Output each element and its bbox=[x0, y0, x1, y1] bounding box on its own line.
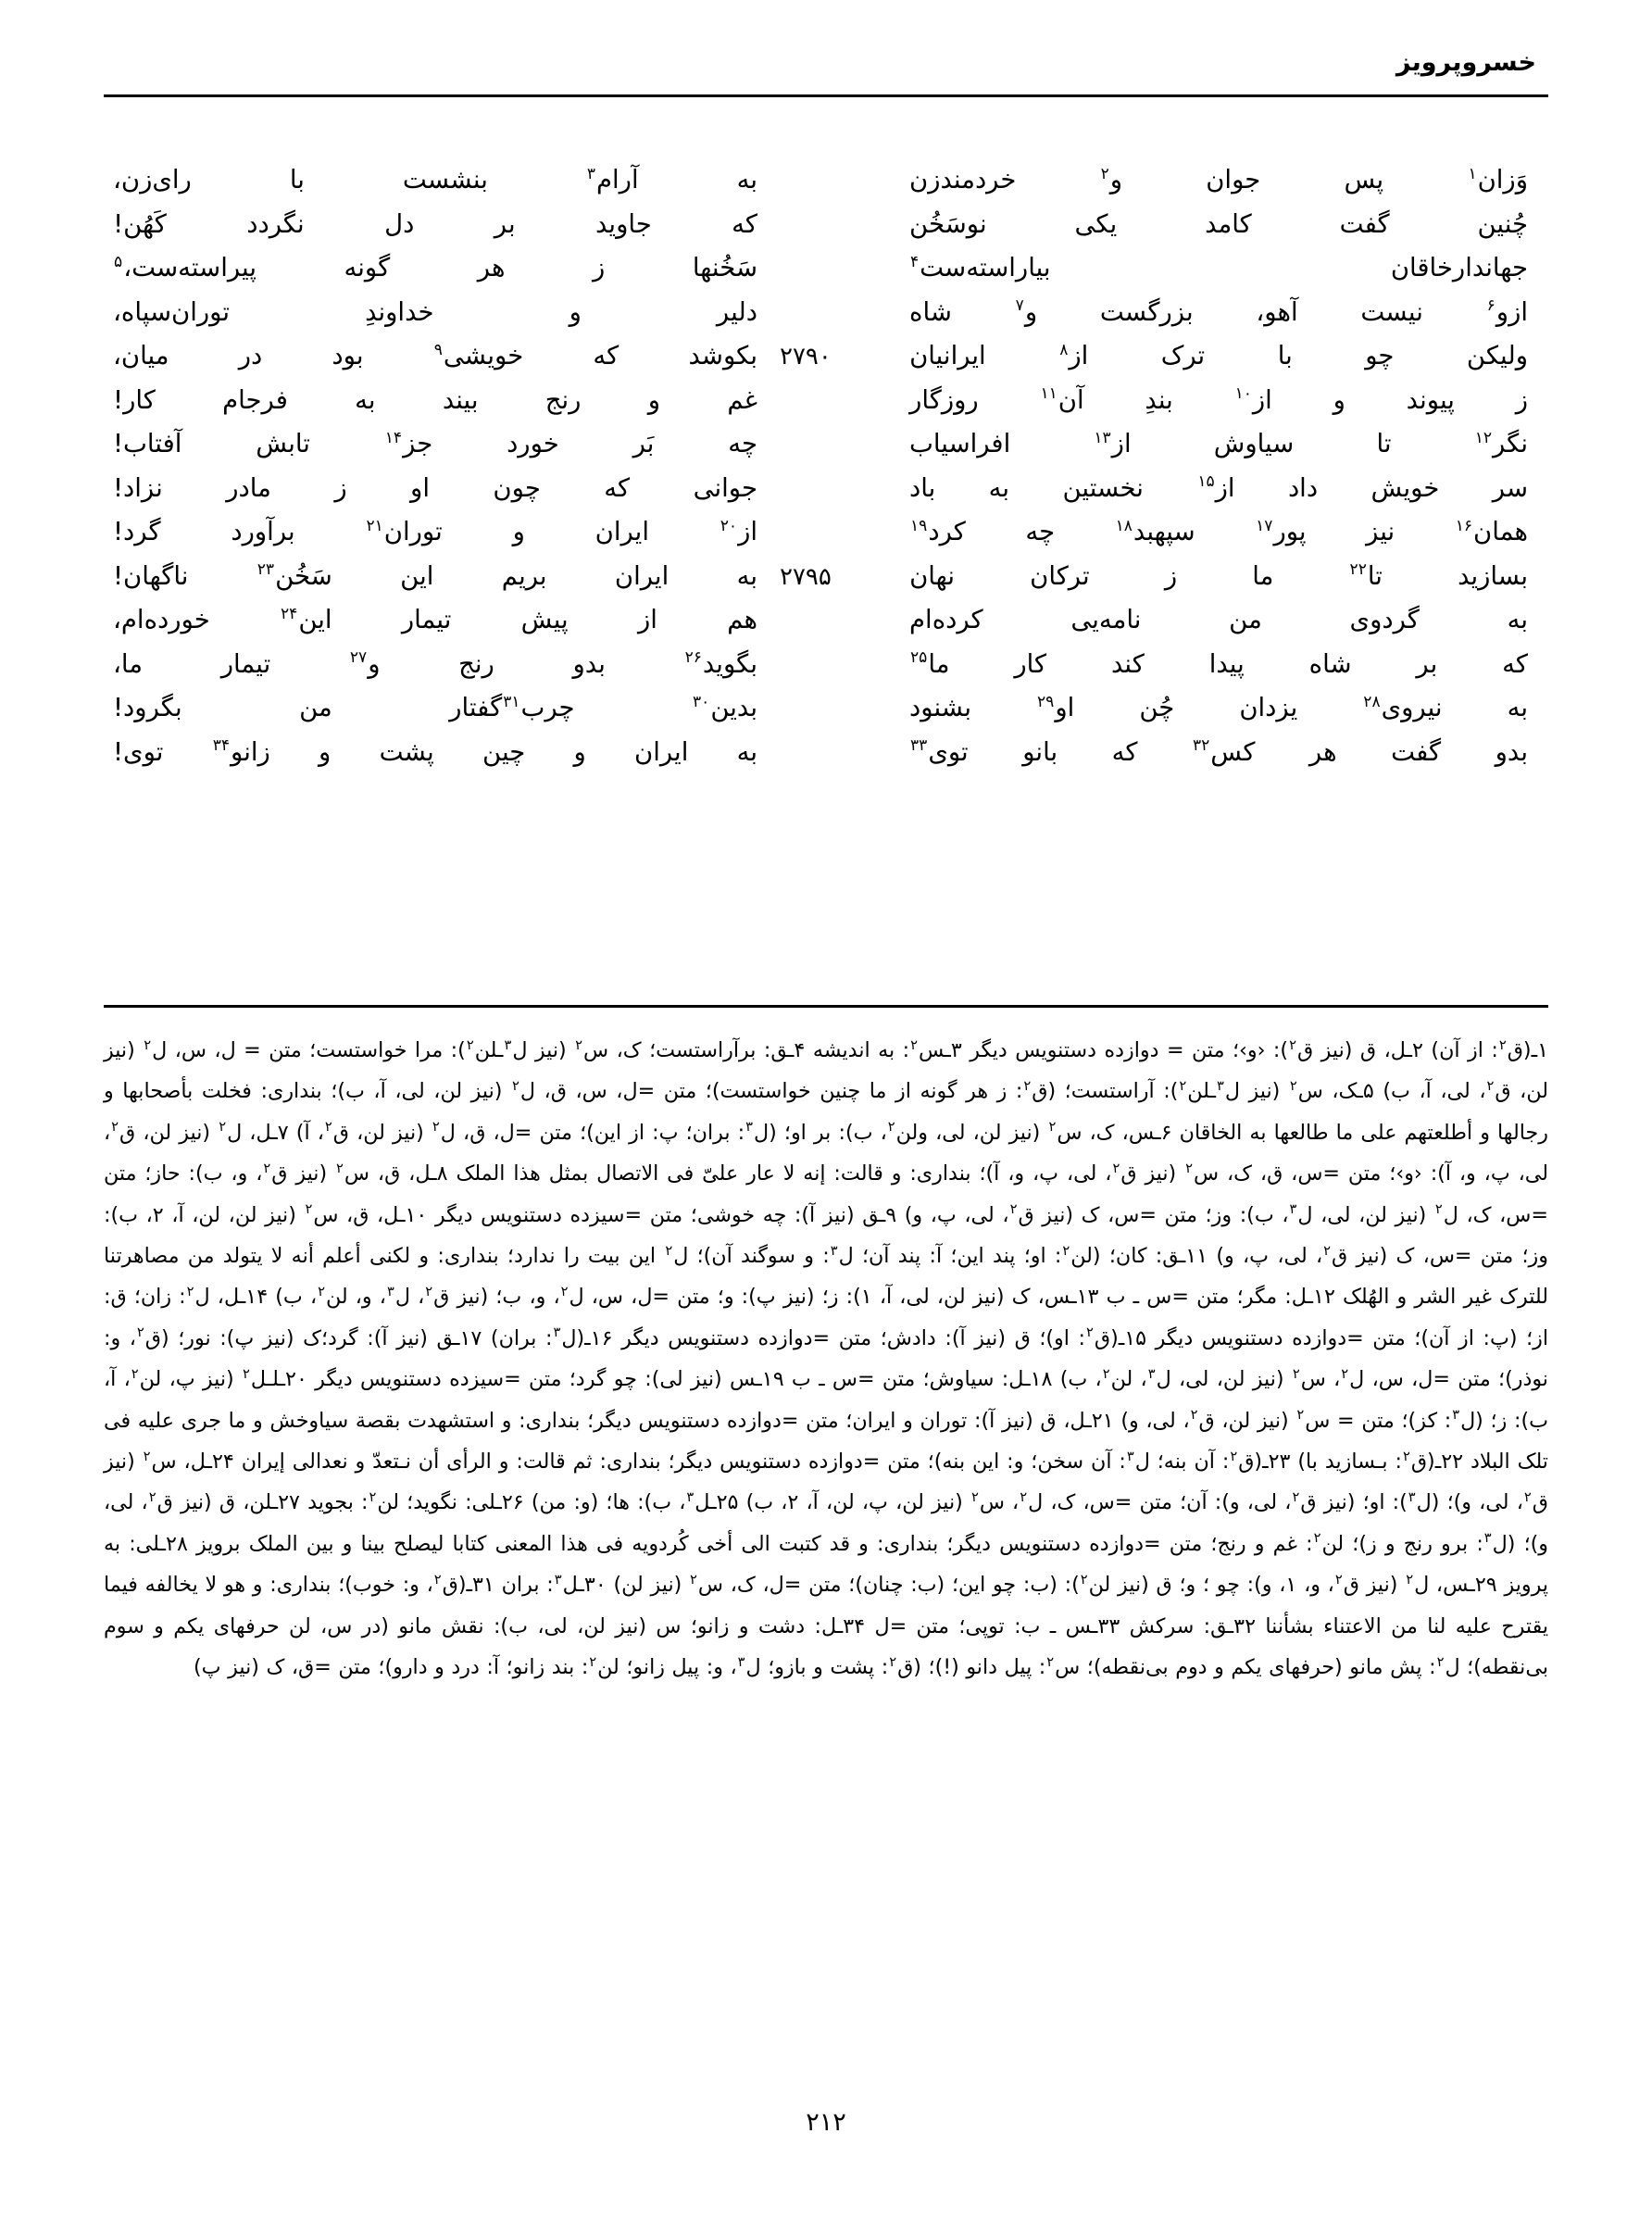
verse-couplet bbox=[104, 605, 1548, 649]
folio-number: ۲۱۲ bbox=[806, 2108, 846, 2137]
hemistich-second: بکوشد که خویشی$^۹$ بود در میان، bbox=[113, 340, 757, 370]
hemistich-first: نگر$^{۱۲}$ تا سیاوش از$^{۱۳}$ افراسیاب bbox=[909, 428, 1528, 458]
hemistich-first: بدو گفت هر کس$^{۳۲}$ که بانو توی$^{۳۳}$ bbox=[910, 736, 1528, 767]
hemistich-first: سر خویش داد از$^{۱۵}$ نخستین به باد bbox=[909, 472, 1528, 503]
verse-couplet bbox=[104, 517, 1548, 561]
hemistich-second: جوانی که چون او ز مادر نزاد! bbox=[113, 472, 757, 503]
hemistich-second: بگوید$^{۲۶}$ بدو رنج و$^{۲۷}$ تیمار ما، bbox=[113, 648, 757, 679]
hemistich-second: دلیر و خداوندِ توران‌سپاه، bbox=[113, 296, 757, 327]
hemistich-second: بدین$^{۳۰}$ چرب$^{۳۱}$گفتار من بگرود! bbox=[113, 692, 757, 722]
verse-couplet bbox=[104, 385, 1548, 430]
verse-couplet bbox=[104, 737, 1548, 782]
apparatus-separator-rule bbox=[104, 1005, 1548, 1008]
critical-apparatus: ۱ـ(ق$^۲$: از آن) ۲ـل، ق (نیز ق$^۲$): ‹و›؛ متن = دوازده دستنویس دیگر ۳ـس$^۲$: به اندیشه ۴ـق: برآراستست؛ ک، س$^۲$ (نیز ل$^۳$ـلن$^۲$): مرا خواستست؛ متن = ل، س، ل$^۲$ (نیز لن، ق$^۲$، لی، آ، ب) ۵ـک، س$^۲$ (نیز ل$^۳$ـلن$^۲$): آراستست؛ (ق$^۲$: ز هر گونه از ما چنین خواستست)؛ متن =ل، س، ق، ل$^۲$ (نیز لن، لی، آ، ب)؛ بنداری: فخلت بأصحابها و رجالها و أطلعتهم علی ما طالعها به الخاقان ۶ـس، ک، س$^۲$ (نیز لن، لی، ولن$^۲$، ب): بر او؛ (ل$^۳$: بران؛ پ: از این)؛ متن =ل، ق، ل$^۲$ (نیز لن، ق$^۲$، آ) ۷ـل، ل$^۲$ (نیز لن، ق$^۲$، لی، پ، و، آ): ‹و›؛ متن =س، ق، ک، س$^۲$ (نیز ق$^۲$، لی، پ، و، آ)؛ بنداری: و قالت: إنه لا عار علیّ فی الاتصال بمثل هذا الملک ۸ـل، ق، س$^۲$ (نیز ق$^۲$، و، ب): حاز؛ متن =س، ک، ل$^۲$ (نیز لن، لی، ل$^۳$، ب): وز؛ متن =س، ک (نیز ق$^۲$، لی، پ، و) ۹ـق (نیز آ): چه خوشی؛ متن =سیزده دستنویس دیگر ۱۰ـل، ق، س$^۲$ (نیز لن، لن، آ، ۲، ب): وز؛ متن =س، ک (نیز ق$^۲$، لی، پ، و) ۱۱ـق: کان؛ (لن$^۲$: او؛ پند این؛ آ: پند آن؛ ل$^۳$: و سوگند آن)؛ ل$^۲$ این بیت را ندارد؛ بنداری: و لکنی أعلم أنه لا یتولد من مصاهرتنا للترک غیر الشر و الهُلک ۱۲ـل: مگر؛ متن =س ـ ب ۱۳ـس، ک (نیز لن، لی، آ، ۱): ز؛ (نیز پ): و؛ متن =ل، س، ل$^۲$، و، ب؛ (نیز ق$^۲$، ل$^۳$، و، لن$^۲$، ب) ۱۴ـل، ل$^۲$: زان؛ ق: از؛ (پ: از آن)؛ متن =دوازده دستنویس دیگر ۱۵ـ(ق$^۲$: او)؛ ق (نیز آ): دادش؛ متن =دوازده دستنویس دیگر ۱۶ـ(ل$^۳$: بران) ۱۷ـق (نیز آ): گرد؛ک (نیز پ): نور؛ (ق$^۲$، و: نوذر)؛ متن =ل، س، ل$^۲$، س$^۲$ (نیز لن، لی، ل$^۳$، لن$^۲$، ب) ۱۸ـل: سیاوش؛ متن =س ـ ب ۱۹ـس (نیز لی): چو گرد؛ متن =سیزده دستنویس دیگر ۲۰ـلـل$^۲$ (نیز پ، لن$^۲$، آ، ب): ز؛ (ل$^۳$: کز)؛ متن = س$^۲$ (نیز لن، ق$^۲$، لی، و) ۲۱ـل، ق (نیز آ): توران و ایران؛ متن =دوازده دستنویس دیگر؛ بنداری: و استشهدت بقصة سیاوخش و ما جری علیه فی تلک البلاد ۲۲ـ(ق$^۲$: بـسازید با) ۲۳ـ(ق$^۲$: آن بنه؛ ل$^۳$: آن سخن؛ و: این بنه)؛ متن =دوازده دستنویس دیگر؛ بنداری: ثم قالت: و الرأی أن نـتعدّ و نعدالی إیران ۲۴ـل، س$^۲$ (نیز ق$^۲$، لی، و)؛ (ل$^۳$): او؛ (نیز ق$^۲$، لی، و): آن؛ متن =س، ک، ل$^۲$، س$^۲$ (نیز لن، پ، لن، آ، ۲، ب) ۲۵ـل$^۳$، ب): ها؛ (و: من) ۲۶ـلی: نگوید؛ لن$^۲$: بجوید ۲۷ـلن، ق (نیز ق$^۲$، لی، و)؛ (ل$^۳$: برو رنج و ز)؛ لن$^۲$: غم و رنج؛ متن =دوازده دستنویس دیگر؛ بنداری: و قد کتبت الی أخی کُردویه فی هذا المعنی کتابا لیصلح بینا و بین الملک برویز ۲۸ـلی: به پرویز ۲۹ـس، ل$^۲$ (نیز ق$^۲$، و، ۱، و): چو ؛ و؛ ق (نیز لن$^۲$): (ب: چو این؛ (ب: چنان)؛ متن =ل، ک، س$^۲$ (نیز لن) ۳۰ـل$^۳$: بران ۳۱ـ(ق$^۲$، و: خوب)؛ بنداری: و هو لا یخالفه فیما یقترح علیه لنا من الاعتناء بشأننا ۳۲ـق: سرکش ۳۳ـس ـ ب: توپی؛ متن =ل ۳۴ـل: دشت و زانو؛ س (نیز لن، لی، ب): نقش مانو (در س، لن حرفهای یکم و سوم بی‌نقطه)؛ ل$^۲$: پش مانو (حرفهای یکم و دوم بی‌نقطه)؛ س$^۲$: پیل دانو (!)؛ (ق$^۲$: پشت و بازو؛ ل$^۳$، و: پیل زانو؛ لن$^۲$: بند زانو؛ آ: درد و دارو)؛ متن =ق، ک (نیز پ) bbox=[104, 1036, 1549, 1680]
hemistich-second: از$^{۲۰}$ ایران و توران$^{۲۱}$ برآورد گرد! bbox=[113, 516, 757, 546]
running-head-title: خسروپرویز bbox=[1395, 48, 1536, 77]
running-head-rule bbox=[104, 94, 1548, 97]
verse-line-number: ۲۷۹۵ bbox=[780, 562, 832, 591]
verse-couplet bbox=[104, 253, 1548, 297]
hemistich-second: غم و رنج بیند به فرجام کار! bbox=[113, 384, 757, 415]
hemistich-first: ازو$^۶$ نیست آهو، بزرگست و$^۷$ شاه bbox=[909, 296, 1528, 327]
hemistich-second: به ایران بریم این سَخُن$^{۲۳}$ ناگهان! bbox=[113, 560, 757, 591]
verse-couplet bbox=[104, 165, 1548, 209]
hemistich-first: چُنین گفت کامد یکی نوسَخُن bbox=[909, 208, 1528, 239]
verse-line-number: ۲۷۹۰ bbox=[780, 343, 832, 370]
verse-block bbox=[104, 165, 1548, 781]
hemistich-second: هم از پیش تیمار این$^{۲۴}$ خورده‌ام، bbox=[113, 604, 757, 634]
hemistich-first: ز پیوند و از$^{۱۰}$ بندِ آن$^{۱۱}$ روزگار bbox=[909, 384, 1528, 415]
hemistich-second: سَخُنها ز هر گونه پیراسته‌ست،$^۵$ bbox=[114, 252, 757, 282]
verse-couplet bbox=[104, 473, 1548, 518]
verse-couplet bbox=[104, 429, 1548, 473]
hemistich-second: که جاوید بر دل نگردد کَهُن! bbox=[113, 208, 757, 239]
hemistich-first: ولیکن چو با ترک از$^۸$ ایرانیان bbox=[909, 340, 1528, 370]
verse-couplet bbox=[104, 297, 1548, 342]
hemistich-second: به ایران و چین پشت و زانو$^{۳۴}$ توی! bbox=[113, 736, 757, 767]
verse-couplet bbox=[104, 341, 1548, 385]
hemistich-first: همان$^{۱۶}$ نیز پور$^{۱۷}$ سپهبد$^{۱۸}$ چه کرد$^{۱۹}$ bbox=[910, 516, 1528, 546]
running-head bbox=[0, 48, 1652, 104]
verse-couplet bbox=[104, 209, 1548, 254]
hemistich-second: به آرام$^۳$ بنشست با رای‌زن، bbox=[113, 164, 757, 195]
hemistich-first: به گردوی من نامه‌یی کرده‌ام bbox=[909, 605, 1528, 634]
hemistich-first: بسازید تا$^{۲۲}$ ما ز ترکان نهان bbox=[909, 560, 1528, 591]
hemistich-first: وَزان$^۱$ پس جوان و$^۲$ خردمندزن bbox=[909, 164, 1528, 195]
hemistich-second: چه بَر خورد جز$^{۱۴}$ تابش آفتاب! bbox=[113, 428, 757, 458]
hemistich-first: به نیروی$^{۲۸}$ یزدان چُن او$^{۲۹}$ بشنود bbox=[909, 692, 1528, 722]
hemistich-first: که بر شاه پیدا کند کار ما$^{۲۵}$ bbox=[910, 648, 1528, 679]
verse-couplet bbox=[104, 649, 1548, 694]
verse-couplet bbox=[104, 561, 1548, 606]
hemistich-first: جهاندارخاقان بیاراسته‌ست$^۴$ bbox=[910, 252, 1528, 282]
verse-couplet bbox=[104, 693, 1548, 737]
